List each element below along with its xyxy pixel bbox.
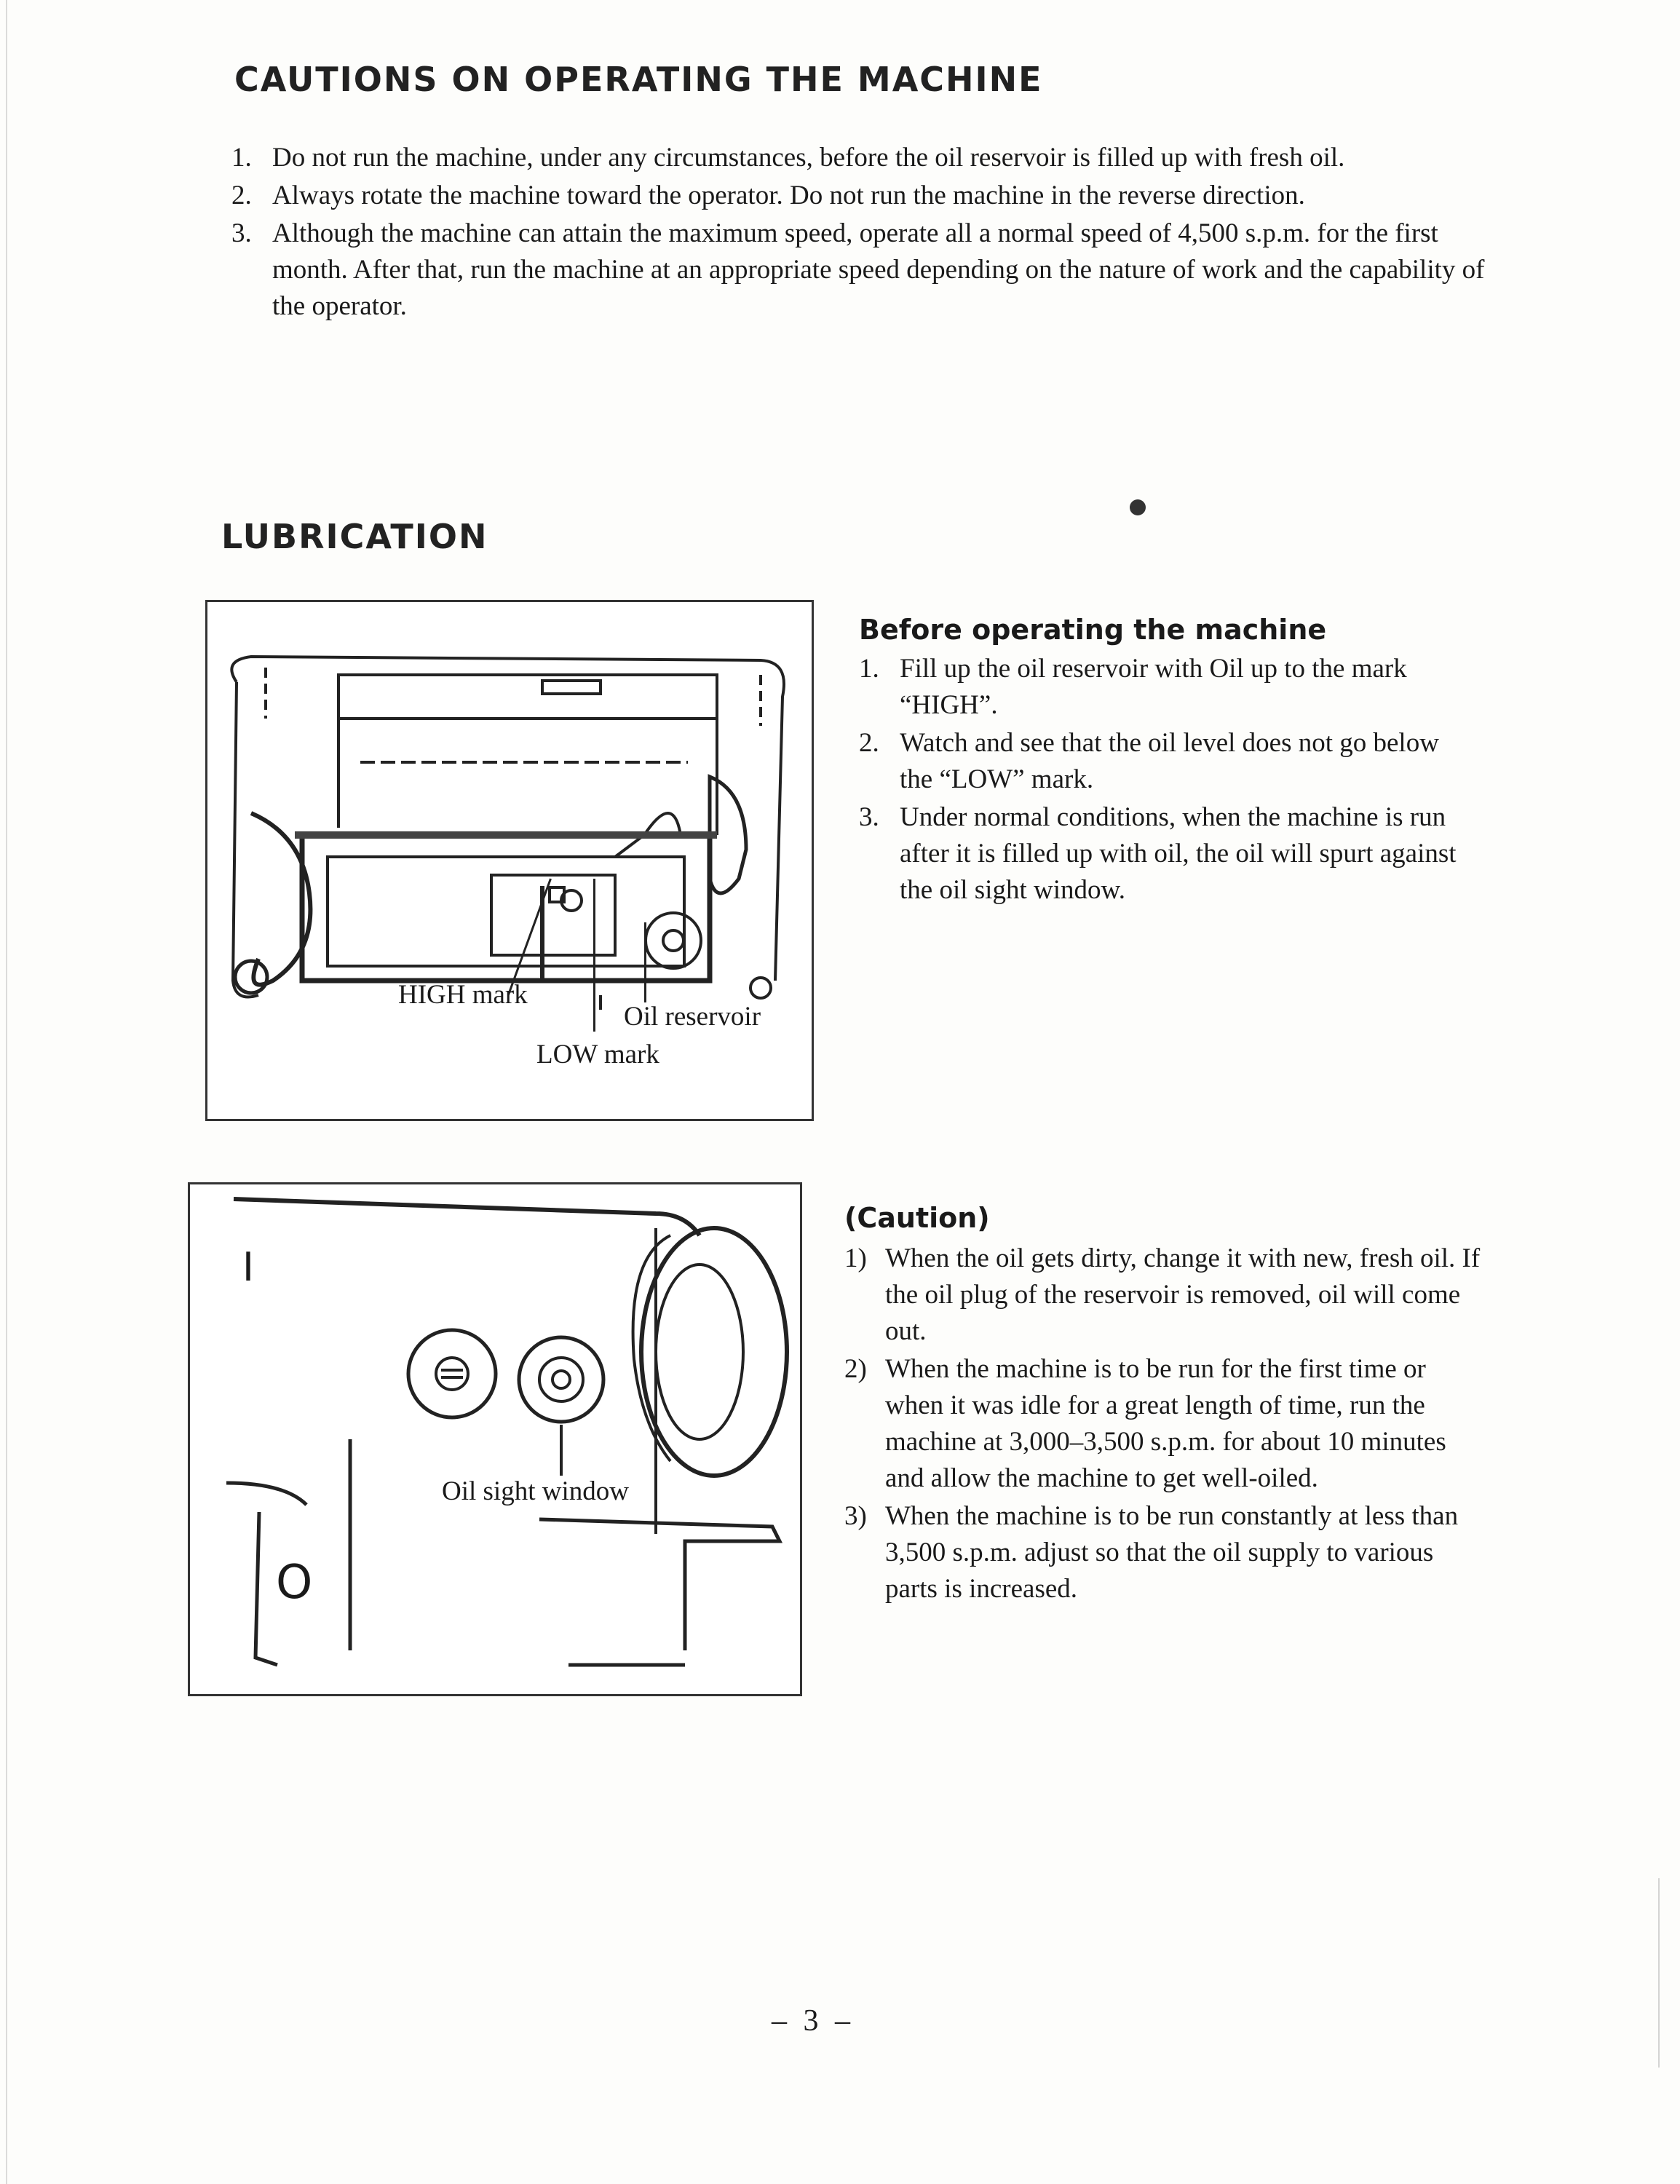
before-operating-heading: Before operating the machine <box>859 614 1327 646</box>
scan-edge-right <box>1658 1878 1660 2068</box>
low-mark-label: LOW mark <box>536 1040 659 1069</box>
oil-sight-figure <box>188 1182 802 1696</box>
list-item: 1) When the oil gets dirty, change it with new, fresh oil. If the oil plug of the reservoir is removed, oil will come out. <box>844 1243 1481 1346</box>
before-operating-list <box>859 651 1478 909</box>
list-item: 3) When the machine is to be run constantly at less than 3,500 s.p.m. adjust so that the oil supply to various parts is increased. <box>844 1501 1459 1604</box>
list-item: 2) When the machine is to be run for the first time or when it was idle for a great length of time, run the machine at 3,000–3,500 s.p.m. for about 10 minutes and allow the machine to get well-oiled. <box>844 1354 1446 1493</box>
oil-reservoir-label: Oil reservoir <box>624 1002 761 1032</box>
list-item: 1. Do not run the machine, under any circumstances, before the oil reservoir is filled up with fresh oil. <box>231 143 1345 173</box>
cautions-title: CAUTIONS ON OPERATING THE MACHINE <box>234 60 1043 99</box>
machine-bed-illustration <box>207 617 812 1010</box>
leader-reservoir <box>644 922 646 1002</box>
lubrication-title: LUBRICATION <box>221 517 488 556</box>
caution-list <box>844 1241 1485 1607</box>
page-number: – 3 – <box>772 2004 855 2038</box>
before-operating-block <box>859 612 1478 910</box>
list-item: 2. Watch and see that the oil level does not go below the “LOW” mark. <box>859 728 1439 794</box>
leader-low <box>593 879 595 1032</box>
cautions-list <box>231 140 1491 326</box>
ink-blot <box>1130 499 1146 515</box>
list-item: 2. Always rotate the machine toward the operator. Do not run the machine in the reverse direction. <box>231 181 1305 210</box>
list-item: 3. Although the machine can attain the maximum speed, operate all a normal speed of 4,500 s.p.m. for the first month. After that, run the machine at an appropriate speed depending on the nature of work and the capability of the operator. <box>231 218 1485 321</box>
machine-head-illustration <box>190 1184 800 1694</box>
high-mark-label: HIGH mark <box>398 980 528 1010</box>
oil-reservoir-figure <box>205 600 814 1121</box>
dial-mark-o: O <box>276 1556 313 1610</box>
caution-block <box>844 1200 1485 1609</box>
caution-heading: (Caution) <box>844 1202 990 1234</box>
dial-mark-i: I <box>242 1244 254 1290</box>
list-item: 3. Under normal conditions, when the machine is run after it is filled up with oil, the oil will spurt against the oil sight window. <box>859 802 1457 905</box>
list-item: 1. Fill up the oil reservoir with Oil up to the mark “HIGH”. <box>859 654 1407 720</box>
oil-sight-window-label: Oil sight window <box>442 1476 629 1506</box>
scan-edge-left <box>6 0 7 2184</box>
